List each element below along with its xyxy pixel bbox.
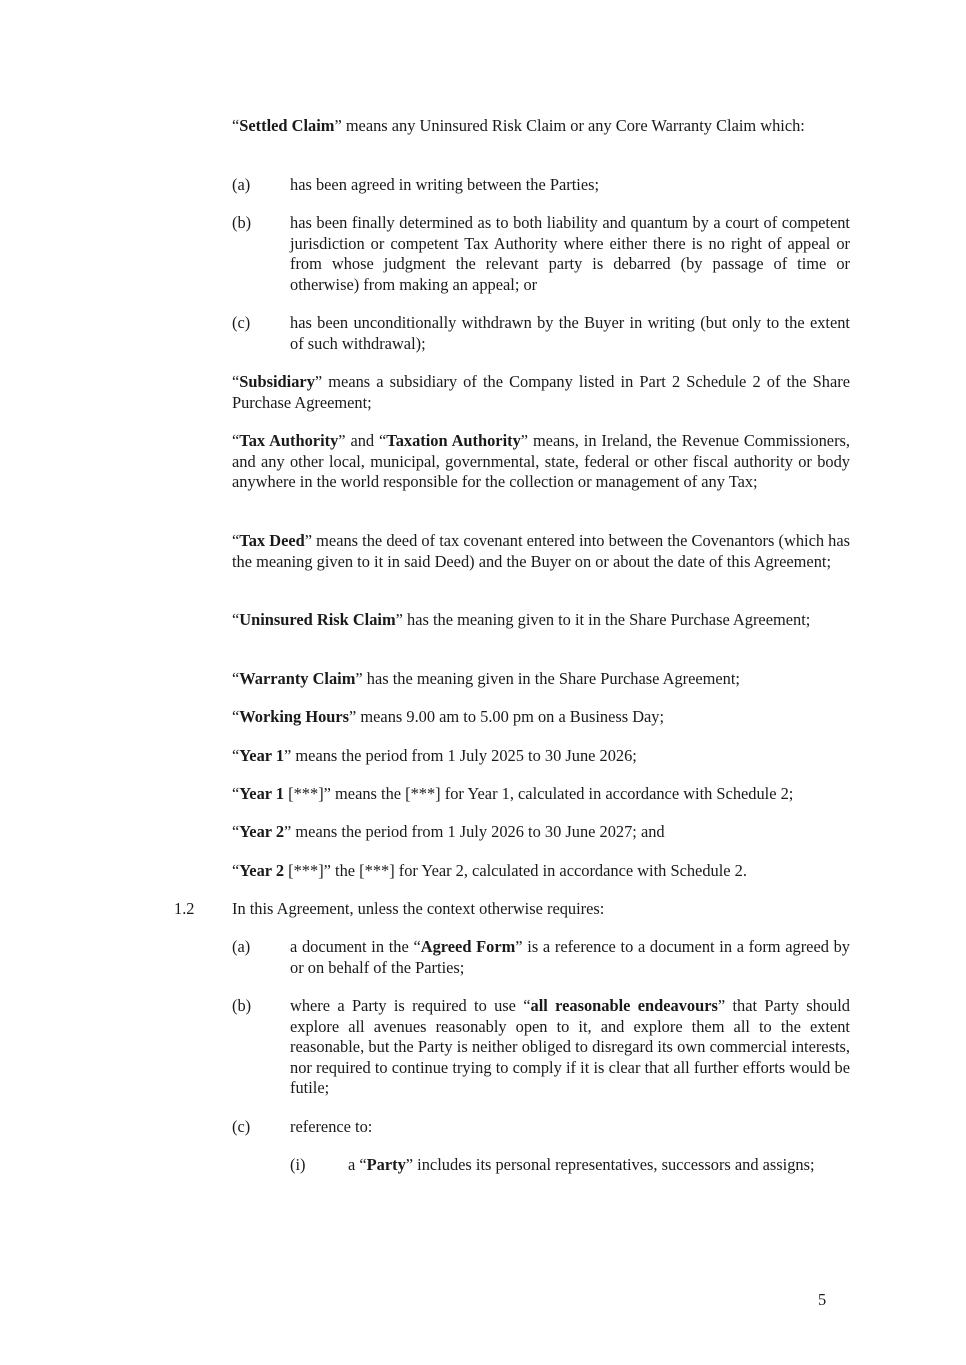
definition-settled-claim: “Settled Claim” means any Uninsured Risk Claim or any Core Warranty Claim which: (232, 116, 805, 135)
defined-term: Agreed Form (420, 937, 516, 956)
definition-warranty-claim: “Warranty Claim” has the meaning given in the Share Purchase Agreement; (232, 669, 740, 688)
definition-year-1: “Year 1” means the period from 1 July 2025 to 30 June 2026; (232, 746, 637, 765)
defined-term: Year 2 (239, 822, 285, 841)
item-text: has been agreed in writing between the Parties; (290, 175, 600, 194)
page-number: 5 (818, 1290, 827, 1309)
item-text: where a Party is required to use “all reasonable endeavours” that Party should explore all avenues reasonably open to it, and explore them all to the extent reasonable, but the Party is neither obliged to disregard its own commercial interests, nor required to continue trying to comply if it is clear that all further efforts would be futile; (290, 996, 851, 1097)
definition-uninsured-risk-claim: “Uninsured Risk Claim” has the meaning given to it in the Share Purchase Agreement; (232, 610, 811, 629)
item-text: has been unconditionally withdrawn by the Buyer in writing (but only to the extent of such withdrawal); (290, 313, 850, 353)
definition-year-2-redacted: “Year 2 [***]” the [***] for Year 2, calculated in accordance with Schedule 2. (232, 861, 747, 880)
defined-term: Taxation Authority (386, 431, 521, 450)
defined-term: Tax Deed (239, 531, 305, 550)
defined-term: Uninsured Risk Claim (239, 610, 396, 629)
definition-tax-deed: “Tax Deed” means the deed of tax covenant entered into between the Covenantors (which has the meaning given to it in said Deed) and the Buyer on or about the date of this Agreement; (232, 531, 851, 571)
definition-subsidiary: “Subsidiary” means a subsidiary of the Company listed in Part 2 Schedule 2 of the Share Purchase Agreement; (232, 372, 850, 412)
definition-year-2: “Year 2” means the period from 1 July 2026 to 30 June 2027; and (232, 822, 665, 841)
definition-working-hours: “Working Hours” means 9.00 am to 5.00 pm on a Business Day; (232, 707, 665, 726)
item-label: (a) (232, 937, 251, 956)
item-label: (c) (232, 1117, 251, 1136)
clause-number: 1.2 (174, 899, 195, 918)
subitem-text: a “Party” includes its personal representatives, successors and assigns; (348, 1155, 815, 1174)
defined-term: Settled Claim (239, 116, 335, 135)
definition-year-1-redacted: “Year 1 [***]” means the [***] for Year 1, calculated in accordance with Schedule 2; (232, 784, 794, 803)
defined-term: Tax Authority (239, 431, 339, 450)
item-label: (b) (232, 213, 252, 232)
defined-term: Year 2 (239, 861, 285, 880)
defined-term: Year 1 (239, 746, 285, 765)
defined-term: Warranty Claim (239, 669, 356, 688)
item-text: reference to: (290, 1117, 373, 1136)
defined-term: Working Hours (239, 707, 350, 726)
defined-term: Subsidiary (239, 372, 315, 391)
defined-term: Year 1 (239, 784, 285, 803)
definition-tax-authority: “Tax Authority” and “Taxation Authority” means, in Ireland, the Revenue Commissioners, and any other local, municipal, governmental, state, federal or other fiscal authority or body anywhere in the world responsible for the collection or management of any Tax; (232, 431, 851, 491)
defined-term: all reasonable endeavours (530, 996, 718, 1015)
item-text: a document in the “Agreed Form” is a reference to a document in a form agreed by or on behalf of the Parties; (290, 937, 850, 977)
defined-term: Party (366, 1155, 406, 1174)
clause-intro: In this Agreement, unless the context otherwise requires: (232, 899, 605, 918)
item-label: (b) (232, 996, 252, 1015)
item-label: (c) (232, 313, 251, 332)
item-label: (a) (232, 175, 251, 194)
item-text: has been finally determined as to both liability and quantum by a court of competent jurisdiction or competent Tax Authority where either there is no right of appeal or from whose judgment the relevant party is debarred (by passage of time or otherwise) from making an appeal; or (290, 213, 850, 294)
subitem-label: (i) (290, 1155, 306, 1174)
